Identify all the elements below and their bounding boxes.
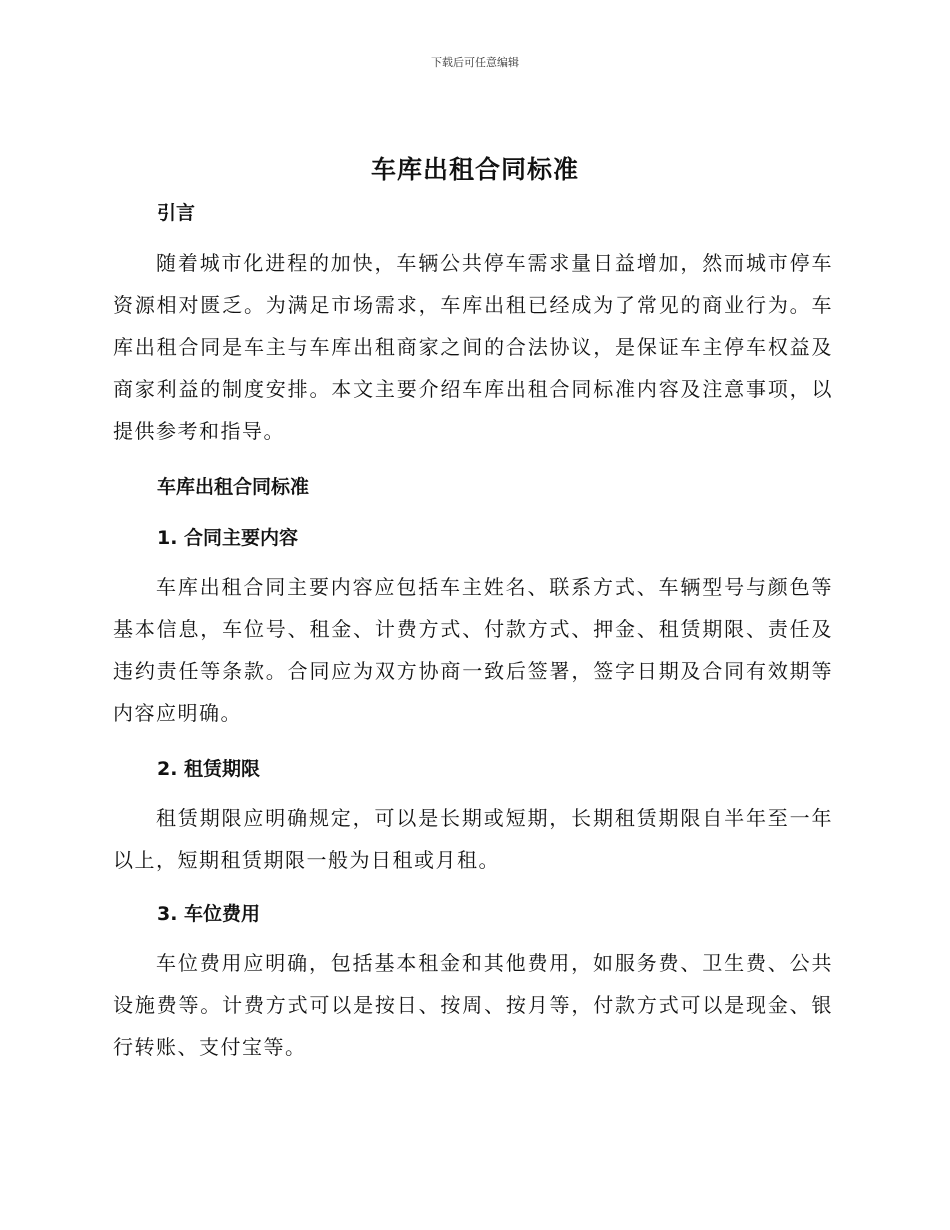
- page-header: 下载后可任意编辑: [431, 56, 519, 69]
- section-2-heading: 2. 租赁期限: [157, 758, 261, 780]
- section-3-paragraph: 车位费用应明确，包括基本租金和其他费用，如服务费、卫生费、公共设施费等。计费方式可以是按日、按周、按月等，付款方式可以是现金、银行转账、支付宝等。: [113, 951, 833, 1059]
- section-1-paragraph: 车库出租合同主要内容应包括车主姓名、联系方式、车辆型号与颜色等基本信息，车位号、租金、计费方式、付款方式、押金、租赁期限、责任及违约责任等条款。合同应为双方协商一致后签署，签字日期及合同有效期等内容应明确。: [113, 575, 833, 725]
- intro-paragraph: 随着城市化进程的加快，车辆公共停车需求量日益增加，然而城市停车资源相对匮乏。为满足市场需求，车库出租已经成为了常见的商业行为。车库出租合同是车主与车库出租商家之间的合法协议，是保证车主停车权益及商家利益的制度安排。本文主要介绍车库出租合同标准内容及注意事项，以提供参考和指导。: [113, 251, 833, 443]
- document-title: 车库出租合同标准: [370, 155, 579, 184]
- section-1-heading: 1. 合同主要内容: [157, 527, 299, 549]
- section-heading: 车库出租合同标准: [157, 476, 310, 498]
- intro-heading: 引言: [157, 202, 196, 224]
- section-2-paragraph: 租赁期限应明确规定，可以是长期或短期，长期租赁期限自半年至一年以上，短期租赁期限一般为日租或月租。: [113, 806, 833, 872]
- section-3-heading: 3. 车位费用: [157, 903, 261, 925]
